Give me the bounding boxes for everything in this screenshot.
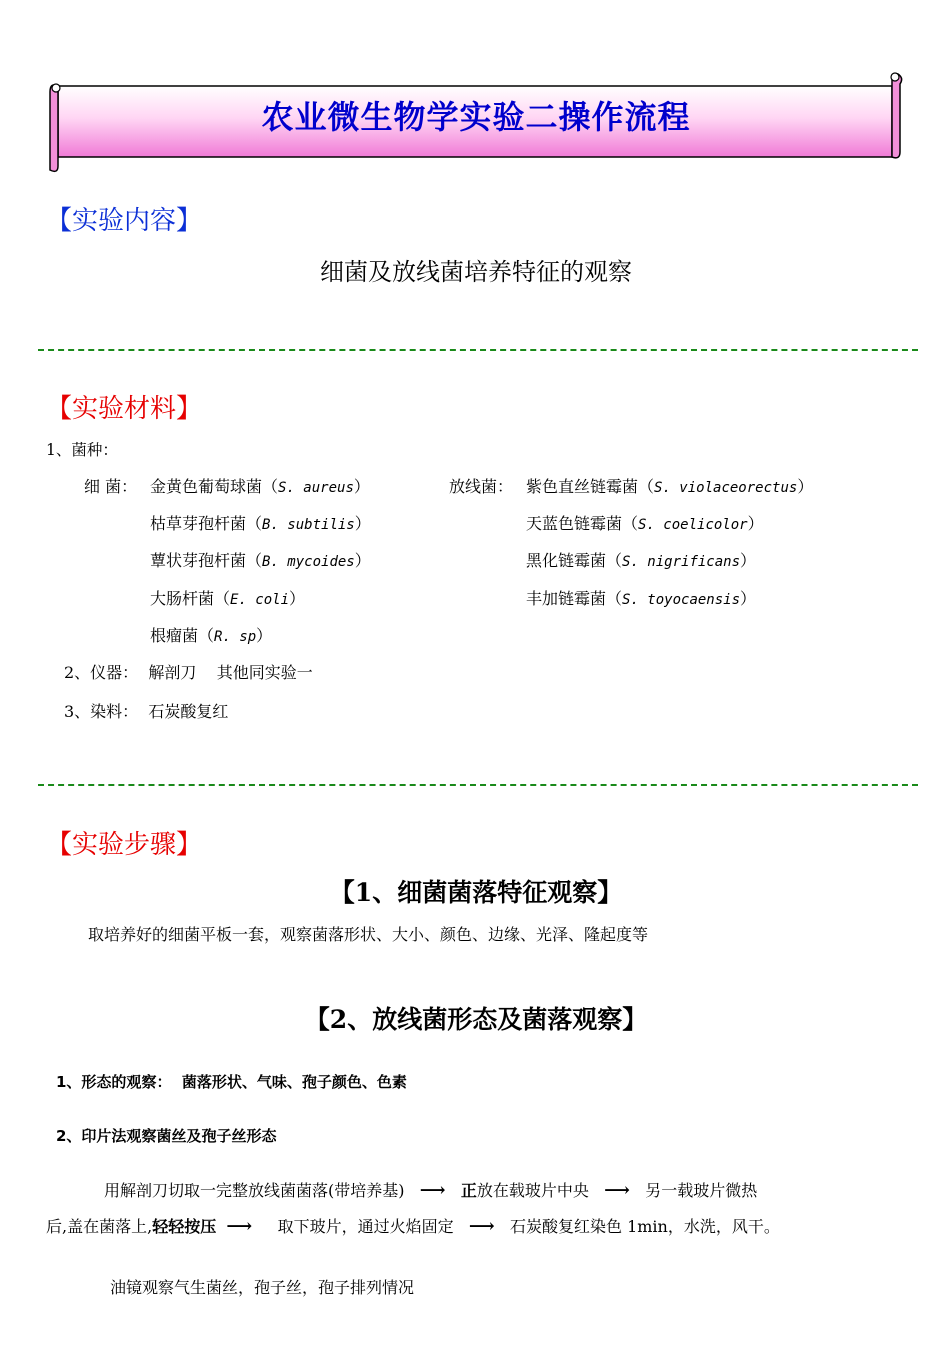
bacteria-item: 大肠杆菌（E. coli） <box>150 589 306 608</box>
actino-item: 黑化链霉菌（S. nigrificans） <box>526 551 757 570</box>
instruments-row: 2、仪器： 解剖刀 其他同实验一 <box>64 663 313 682</box>
steps-heading: 【实验步骤】 <box>46 830 203 860</box>
procedure-line-1: 用解剖刀切取一完整放线菌菌落(带培养基) ⟶ 正放在载玻片中央 ⟶ 另一载玻片微热 <box>104 1180 758 1201</box>
bacteria-item: 枯草芽孢杆菌（B. subtilis） <box>150 514 371 533</box>
arrow-icon: ⟶ <box>226 1216 253 1237</box>
content-subject: 细菌及放线菌培养特征的观察 <box>320 258 632 286</box>
bacteria-label: 细 菌： <box>84 477 138 496</box>
bacteria-item: 根瘤菌（R. sp） <box>150 626 273 645</box>
item2: 2、印片法观察菌丝及孢子丝形态 <box>56 1127 277 1145</box>
arrow-icon: ⟶ <box>604 1180 630 1201</box>
divider-2 <box>38 784 918 786</box>
page-title: 农业微生物学实验二操作流程 <box>261 98 691 136</box>
bacteria-item: 蕈状芽孢杆菌（B. mycoides） <box>150 551 371 570</box>
part1-text: 取培养好的细菌平板一套，观察菌落形状、大小、颜色、边缘、光泽、隆起度等 <box>88 925 649 944</box>
content-heading: 【实验内容】 <box>46 206 203 236</box>
actino-item: 丰加链霉菌（S. toyocaensis） <box>526 589 757 608</box>
divider-1 <box>38 349 918 351</box>
final-text: 油镜观察气生菌丝，孢子丝，孢子排列情况 <box>110 1278 415 1297</box>
arrow-icon: ⟶ <box>419 1180 446 1201</box>
part1-title: 【1、细菌菌落特征观察】 <box>329 878 623 907</box>
materials-heading: 【实验材料】 <box>46 394 203 424</box>
actino-item: 紫色直丝链霉菌（S. violaceorectus） <box>526 477 814 496</box>
arrow-icon: ⟶ <box>468 1216 495 1237</box>
bacteria-item: 金黄色葡萄球菌（S. aureus） <box>150 477 370 496</box>
stain-row: 3、染料： 石炭酸复红 <box>64 702 229 721</box>
actino-label: 放线菌： <box>449 477 514 496</box>
actino-item: 天蓝色链霉菌（S. coelicolor） <box>526 514 764 533</box>
procedure-line-2: 后,盖在菌落上,轻轻按压 ⟶ 取下玻片，通过火焰固定 ⟶ 石炭酸复红染色 1min，水洗，风干。 <box>46 1216 780 1237</box>
item1: 1、形态的观察： 菌落形状、气味、孢子颜色、色素 <box>56 1073 407 1091</box>
part2-title: 【2、放线菌形态及菌落观察】 <box>304 1005 648 1034</box>
strains-label: 1、菌种： <box>46 441 118 459</box>
